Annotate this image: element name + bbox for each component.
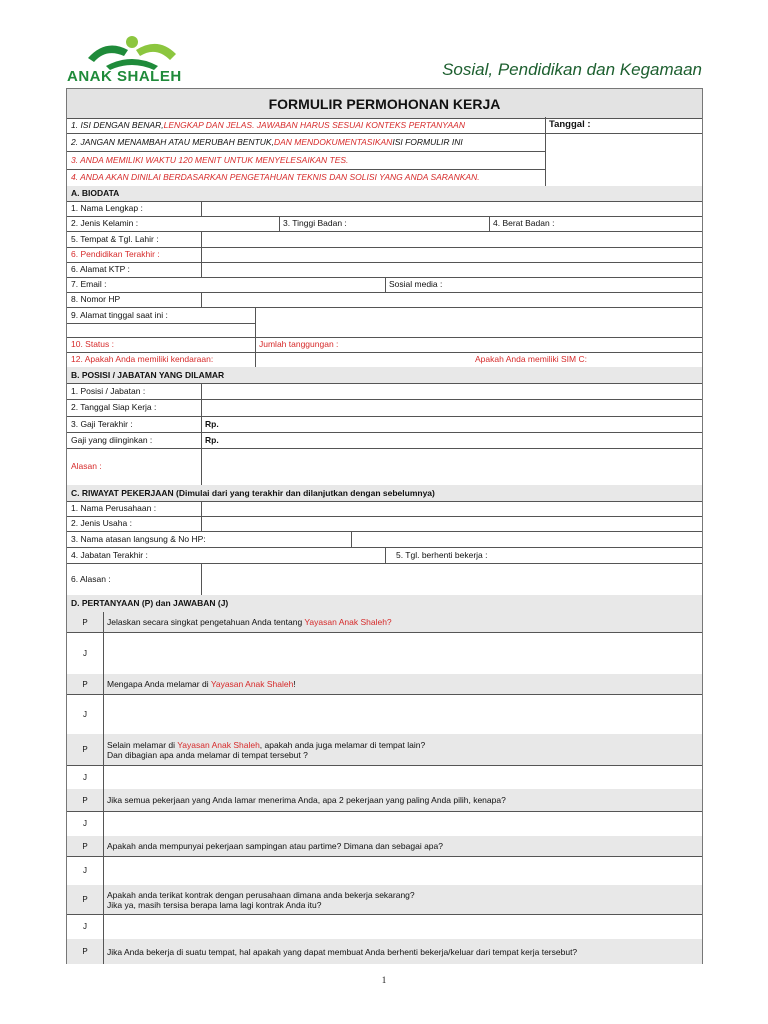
question-6: Apakah anda terikat kontrak dengan perusahaan dimana anda bekerja sekarang? Jika ya, masih tersisa berapa lama lagi kontrak Anda itu?	[103, 885, 702, 914]
question-1: Jelaskan secara singkat pengetahuan Anda tentang Yayasan Anak Shaleh?	[103, 612, 702, 632]
j-label: J	[83, 866, 87, 875]
j-label: J	[83, 819, 87, 828]
form-title: FORMULIR PERMOHONAN KERJA	[67, 89, 702, 119]
label-tinggi: 3. Tinggi Badan :	[283, 218, 347, 229]
label-nama: 1. Nama Lengkap :	[71, 203, 143, 214]
answer-6[interactable]	[103, 914, 702, 939]
j-label: J	[83, 922, 87, 931]
label-usaha: 2. Jenis Usaha :	[71, 518, 132, 529]
section-b-heading: B. POSISI / JABATAN YANG DILAMAR	[67, 367, 702, 383]
job-application-form	[66, 88, 703, 964]
label-kendaraan: 12. Apakah Anda memiliki kendaraan:	[71, 354, 214, 365]
answer-5[interactable]	[103, 856, 702, 885]
label-posisi: 1. Posisi / Jabatan :	[71, 385, 146, 396]
label-gaji-terakhir: 3. Gaji Terakhir :	[71, 418, 133, 429]
label-alamat: 9. Alamat tinggal saat ini :	[71, 309, 168, 320]
p-label: P	[67, 612, 103, 632]
answer-3[interactable]	[103, 765, 702, 789]
question-5: Apakah anda mempunyai pekerjaan sampingan atau partime? Dimana dan sebagai apa?	[103, 836, 702, 856]
p-label: P	[67, 789, 103, 811]
label-jabatan: 4. Jabatan Terakhir :	[71, 549, 148, 560]
j-label: J	[83, 709, 87, 719]
field-nama[interactable]	[201, 201, 702, 216]
question-4: Jika semua pekerjaan yang Anda lamar menerima Anda, apa 2 pekerjaan yang paling Anda pilih, kenapa?	[103, 789, 702, 811]
label-sim: Apakah Anda memiliki SIM C:	[475, 354, 587, 365]
instruction-4: 4. ANDA AKAN DINILAI BERDASARKAN PENGETAHUAN TEKNIS DAN SOLISI YANG ANDA SARANKAN.	[71, 172, 480, 183]
label-tanggungan: Jumlah tanggungan :	[259, 339, 339, 350]
label-ktp: 6. Alamat KTP :	[71, 264, 130, 275]
rp-gaji-ingin: Rp.	[205, 434, 219, 445]
label-pendidikan: 6. Pendidikan Terakhir :	[71, 249, 160, 260]
section-d-heading: D. PERTANYAAN (P) dan JAWABAN (J)	[67, 595, 702, 612]
label-atasan: 3. Nama atasan langsung & No HP:	[71, 533, 206, 544]
instruction-3: 3. ANDA MEMILIKI WAKTU 120 MENIT UNTUK MENYELESAIKAN TES.	[71, 154, 349, 165]
answer-4[interactable]	[103, 811, 702, 836]
label-alasan-b: Alasan :	[71, 461, 102, 472]
label-gaji-ingin: Gaji yang diinginkan :	[71, 434, 153, 445]
label-berhenti: 5. Tgl. berhenti bekerja :	[396, 549, 488, 560]
section-c-heading: C. RIWAYAT PEKERJAAN (Dimulai dari yang terakhir dan dilanjutkan dengan sebelumnya)	[67, 485, 702, 501]
p-label: P	[67, 734, 103, 765]
label-hp: 8. Nomor HP	[71, 294, 121, 305]
label-jenis-kelamin: 2. Jenis Kelamin :	[71, 218, 139, 229]
label-email: 7. Email :	[71, 279, 107, 290]
instruction-2: 2. JANGAN MENAMBAH ATAU MERUBAH BENTUK, DAN MENDOKUMENTASIKAN ISI FORMULIR INI	[71, 136, 463, 147]
page-number: 1	[381, 975, 387, 985]
label-sosmed: Sosial media :	[389, 279, 443, 290]
label-perusahaan: 1. Nama Perusahaan :	[71, 503, 157, 514]
question-7: Jika Anda bekerja di suatu tempat, hal apakah yang dapat membuat Anda berhenti bekerja/keluar dari tempat kerja tersebut?	[103, 939, 702, 964]
p-label: P	[67, 674, 103, 694]
j-label: J	[83, 772, 87, 782]
section-a-heading: A. BIODATA	[67, 186, 702, 201]
label-berat: 4. Berat Badan :	[493, 218, 555, 229]
label-status: 10. Status :	[71, 339, 114, 350]
label-ttl: 5. Tempat & Tgl. Lahir :	[71, 233, 159, 244]
instruction-1: 1. ISI DENGAN BENAR, LENGKAP DAN JELAS. JAWABAN HARUS SESUAI KONTEKS PERTANYAAN	[71, 119, 465, 130]
brand-name: ANAK SHALEH	[67, 68, 182, 85]
answer-2[interactable]	[103, 694, 702, 734]
label-alasan-c: 6. Alasan :	[71, 573, 111, 584]
p-label: P	[67, 836, 103, 856]
tagline: Sosial, Pendidikan dan Kegamaan	[442, 60, 702, 79]
tanggal-label: Tanggal :	[549, 119, 591, 131]
answer-1[interactable]	[103, 632, 702, 674]
p-label: P	[67, 939, 103, 964]
label-tanggal-kerja: 2. Tanggal Siap Kerja :	[71, 402, 157, 413]
p-label: P	[67, 885, 103, 914]
question-3: Selain melamar di Yayasan Anak Shaleh, apakah anda juga melamar di tempat lain? Dan dibagian apa anda melamar di tempat tersebut ?	[103, 734, 702, 765]
rp-gaji-terakhir: Rp.	[205, 418, 219, 429]
j-label: J	[83, 648, 87, 658]
question-2: Mengapa Anda melamar di Yayasan Anak Shaleh!	[103, 674, 702, 694]
